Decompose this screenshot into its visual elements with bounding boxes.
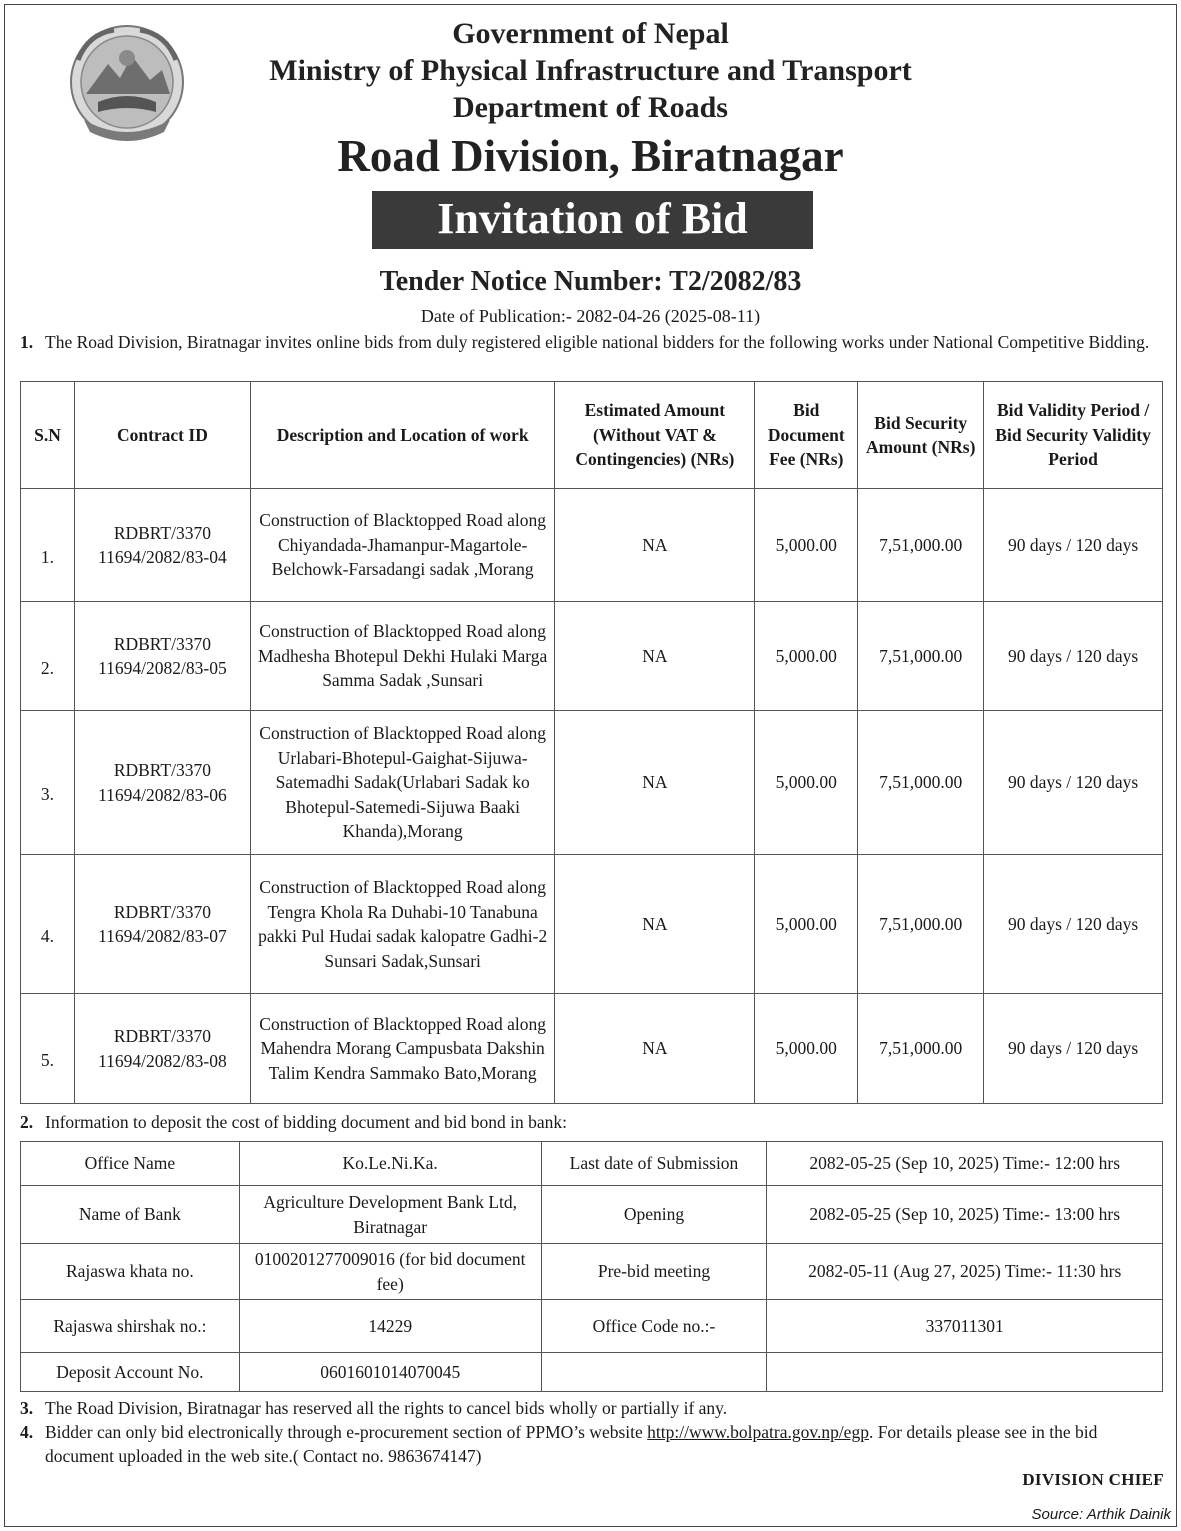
row-sn-text: 5. [40,1050,55,1071]
cell-label: Office Code no.:- [541,1300,767,1353]
contract-id-line1: RDBRT/3370 [113,760,211,780]
paragraph-2 [20,1110,1166,1134]
row-sn [21,489,75,602]
row-validity: 90 days / 120 days [984,711,1163,855]
cell-value: 0100201277009016 (for bid document fee) [239,1244,541,1300]
paragraph-text: The Road Division, Biratnagar has reserved all the rights to cancel bids wholly or partially if any. [45,1398,728,1418]
paragraph-1 [20,330,1166,354]
row-security: 7,51,000.00 [858,489,984,602]
contract-id-line1: RDBRT/3370 [113,1026,211,1046]
table-header-row [21,382,1163,489]
row-contract-id [74,994,250,1104]
contract-id-line1: RDBRT/3370 [113,633,211,654]
table-row [21,711,1163,855]
table-row [21,1244,1163,1300]
division-title: Road Division, Biratnagar [337,131,844,181]
row-description: Construction of Blacktopped Road along Tengra Khola Ra Duhabi-10 Tanabuna pakki Pul Hudai sadak kalopatre Gadhi-2 Sunsari Sadak,Sunsari [250,855,555,994]
row-sn-text: 4. [40,925,55,946]
ministry-title: Ministry of Physical Infrastructure and Transport [269,54,912,87]
paragraph-text [45,1420,1166,1468]
row-security: 7,51,000.00 [858,602,984,711]
paragraph-text: Information to deposit the cost of bidding document and bid bond in bank: [45,1112,568,1132]
cell-label: Office Name [21,1142,240,1186]
contract-id-line2: 11694/2082/83-06 [98,784,227,805]
header-contract-id: Contract ID [74,382,250,489]
bank-info-table [20,1141,1163,1392]
cell-value: 2082-05-25 (Sep 10, 2025) Time:- 12:00 hrs [767,1142,1163,1186]
contract-id-line2: 11694/2082/83-08 [98,1050,227,1071]
cell-label: Opening [541,1186,767,1244]
contract-id-line2: 11694/2082/83-04 [98,547,227,567]
row-fee: 5,000.00 [755,602,858,711]
paragraph-number: 2. [20,1112,34,1132]
paragraph-number: 4. [20,1422,34,1442]
paragraph-3 [20,1396,1166,1420]
row-description: Construction of Blacktopped Road along Madhesha Bhotepul Dekhi Hulaki Marga Samma Sadak ,Sunsari [250,602,555,711]
contract-id-line2: 11694/2082/83-07 [98,926,227,946]
row-validity: 90 days / 120 days [984,994,1163,1104]
cell-value: 14229 [239,1300,541,1353]
works-table [20,381,1163,1104]
paragraph-number: 1. [20,332,34,352]
table-row [21,489,1163,602]
cell-label [541,1353,767,1392]
row-security: 7,51,000.00 [858,994,984,1104]
header-validity: Bid Validity Period / Bid Security Validity Period [984,382,1163,489]
row-fee: 5,000.00 [755,711,858,855]
row-estimated: NA [555,602,755,711]
cell-label: Deposit Account No. [21,1353,240,1392]
table-row [21,1142,1163,1186]
table-row [21,855,1163,994]
row-fee: 5,000.00 [755,855,858,994]
row-sn-text: 3. [40,784,55,805]
cell-label: Name of Bank [21,1186,240,1244]
table-row [21,994,1163,1104]
cell-label: Last date of Submission [541,1142,767,1186]
row-sn [21,711,75,855]
table-row [21,602,1163,711]
row-estimated: NA [555,489,755,602]
header-estimated-amount: Estimated Amount (Without VAT & Contingencies) (NRs) [555,382,755,489]
row-contract-id [74,602,250,711]
row-description: Construction of Blacktopped Road along Mahendra Morang Campusbata Dakshin Talim Kendra Sammako Bato,Morang [250,994,555,1104]
header-description: Description and Location of work [250,382,555,489]
table-row [21,1300,1163,1353]
invitation-banner: Invitation of Bid [372,191,813,249]
paragraph-text-after: . For details please see in the bid document uploaded in the web site.( Contact no. 9863674147) [45,1422,1098,1466]
header-sn: S.N [21,382,75,489]
publication-date: Date of Publication:- 2082-04-26 (2025-08-11) [420,306,761,326]
paragraph-text: The Road Division, Biratnagar invites online bids from duly registered eligible national bidders for the following works under National Competitive Bidding. [45,332,1150,352]
row-estimated: NA [555,711,755,855]
government-title: Government of Nepal [452,17,729,50]
row-estimated: NA [555,855,755,994]
row-sn [21,994,75,1104]
row-sn [21,855,75,994]
row-contract-id [74,711,250,855]
header-doc-fee: Bid Document Fee (NRs) [755,382,858,489]
row-contract-id [74,489,250,602]
cell-label: Rajaswa khata no. [21,1244,240,1300]
contract-id-line1: RDBRT/3370 [113,901,211,922]
cell-label: Pre-bid meeting [541,1244,767,1300]
row-security: 7,51,000.00 [858,711,984,855]
header-bid-security: Bid Security Amount (NRs) [858,382,984,489]
cell-value: Ko.Le.Ni.Ka. [239,1142,541,1186]
row-fee: 5,000.00 [755,994,858,1104]
table-row [21,1353,1163,1392]
row-validity: 90 days / 120 days [984,489,1163,602]
row-sn-text: 2. [40,657,55,678]
table-row [21,1186,1163,1244]
cell-value [767,1353,1163,1392]
paragraph-text-before: Bidder can only bid electronically through e-procurement section of PPMO’s website [45,1422,648,1442]
tender-notice-number: Tender Notice Number: T2/2082/83 [379,266,802,297]
source-credit: Source: Arthik Dainik [1031,1506,1171,1523]
row-estimated: NA [555,994,755,1104]
bolpatra-link[interactable]: http://www.bolpatra.gov.np/egp [647,1422,869,1442]
cell-value: 337011301 [767,1300,1163,1353]
contract-id-line2: 11694/2082/83-05 [98,658,227,678]
paragraph-number: 3. [20,1398,34,1418]
row-contract-id [74,855,250,994]
paragraph-4 [20,1420,1166,1468]
row-description: Construction of Blacktopped Road along Chiyandada-Jhamanpur-Magartole-Belchowk-Farsadangi sadak ,Morang [250,489,555,602]
cell-value: 0601601014070045 [239,1353,541,1392]
cell-value: 2082-05-11 (Aug 27, 2025) Time:- 11:30 hrs [767,1244,1163,1300]
cell-label: Rajaswa shirshak no.: [21,1300,240,1353]
row-security: 7,51,000.00 [858,855,984,994]
cell-value: 2082-05-25 (Sep 10, 2025) Time:- 13:00 hrs [767,1186,1163,1244]
row-fee: 5,000.00 [755,489,858,602]
row-description: Construction of Blacktopped Road along Urlabari-Bhotepul-Gaighat-Sijuwa-Satemadhi Sadak(Urlabari Sadak ko Bhotepul-Satemedi-Sijuwa Baaki Khanda),Morang [250,711,555,855]
row-sn-text: 1. [40,546,55,567]
row-sn [21,602,75,711]
division-chief-signature: DIVISION CHIEF [1022,1470,1164,1489]
contract-id-line1: RDBRT/3370 [113,522,211,543]
row-validity: 90 days / 120 days [984,602,1163,711]
cell-value: Agriculture Development Bank Ltd, Biratnagar [239,1186,541,1244]
row-validity: 90 days / 120 days [984,855,1163,994]
department-title: Department of Roads [453,91,728,124]
